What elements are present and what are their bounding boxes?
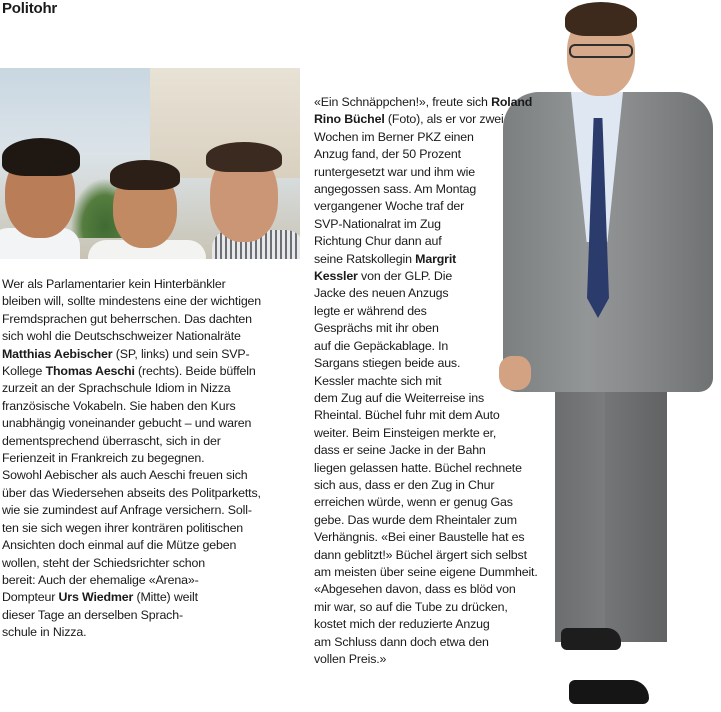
text-run: vollen Preis.»: [314, 652, 387, 666]
text-run: dieser Tage an derselben Sprach-: [2, 607, 183, 622]
person-name: Matthias Aebischer: [2, 346, 113, 361]
text-line: [314, 320, 538, 337]
text-line: [2, 363, 261, 380]
text-line: [314, 460, 538, 477]
text-run: Kessler machte sich mit: [314, 373, 442, 388]
text-line: [2, 433, 261, 450]
text-run: Wer als Parlamentarier kein Hinterbänkler: [2, 277, 226, 291]
text-run: von der GLP. Die: [357, 269, 453, 284]
text-line: [2, 415, 261, 432]
text-line: [314, 285, 538, 302]
text-line: [314, 581, 538, 598]
text-run: Anzug fand, der 50 Prozent: [314, 147, 461, 162]
text-run: wollen, steht der Schiedsrichter schon: [2, 555, 205, 570]
text-line: [314, 547, 538, 564]
text-line: [2, 502, 261, 519]
text-run: mir war, so auf die Tube zu drücken,: [314, 599, 508, 614]
text-line: [314, 651, 538, 668]
text-run: Dompteur: [2, 590, 59, 605]
text-run: (Foto), als er vor zwei: [384, 112, 504, 127]
text-run: ten sie sich wegen ihrer konträren politischen: [2, 520, 244, 535]
text-line: [314, 338, 538, 355]
text-run: seine Ratskollegin: [314, 251, 416, 266]
text-run: am meisten über seine eigene Dummheit.: [314, 564, 538, 579]
text-run: schule in Nizza.: [2, 625, 87, 640]
text-run: sich aus, dass er den Zug in Chur: [314, 477, 495, 492]
text-run: bereit: Auch der ehemalige «Arena»-: [2, 572, 199, 587]
text-line: [2, 276, 261, 293]
shoe-left: [561, 628, 621, 650]
person-name: Roland: [491, 95, 533, 109]
text-line: [314, 512, 538, 529]
shoe-right: [569, 680, 649, 704]
text-run: angegossen sass. Am Montag: [314, 182, 477, 197]
article-left-column: [2, 276, 261, 642]
text-line: [314, 564, 538, 581]
text-run: (rechts). Beide büffeln: [134, 364, 256, 379]
text-run: dementsprechend überrascht, sich in der: [2, 433, 221, 448]
text-run: Rheintal. Büchel fuhr mit dem Auto: [314, 408, 500, 423]
text-run: SVP-Nationalrat im Zug: [314, 216, 441, 231]
text-run: Ansichten doch einmal auf die Mütze geben: [2, 538, 237, 553]
text-line: [314, 303, 538, 320]
text-run: auf die Gepäckablage. In: [314, 338, 449, 353]
text-run: am Schluss dann doch etwa den: [314, 634, 489, 649]
text-run: unabhängig voneinander gebucht – und waren: [2, 416, 252, 431]
text-run: legte er während des: [314, 303, 427, 318]
text-line: [314, 442, 538, 459]
text-run: Sargans stiegen beide aus.: [314, 356, 461, 371]
text-line: [2, 624, 261, 641]
text-run: Kollege: [2, 364, 46, 379]
text-run: «Ein Schnäppchen!», freute sich: [314, 95, 492, 109]
text-run: wie sie zumindest auf Anfrage versichern. Soll-: [2, 503, 252, 518]
text-line: [2, 293, 261, 310]
text-run: zurzeit an der Sprachschule Idiom in Nizza: [2, 381, 231, 396]
text-run: vergangener Woche traf der: [314, 199, 465, 214]
text-run: dem Zug auf die Weiterreise ins: [314, 390, 485, 405]
text-run: Gesprächs mit ihr oben: [314, 321, 439, 336]
text-line: [314, 129, 538, 146]
text-run: Verhängnis. «Bei einer Baustelle hat es: [314, 530, 525, 545]
text-run: runtergesetzt war und ihm wie: [314, 164, 475, 179]
text-run: französische Vokabeln. Sie haben den Kurs: [2, 398, 236, 413]
text-line: [2, 346, 261, 363]
text-line: [314, 181, 538, 198]
text-line: [314, 251, 538, 268]
text-line: [314, 390, 538, 407]
text-line: [314, 164, 538, 181]
group-photo: [0, 68, 300, 259]
text-line: [314, 198, 538, 215]
text-line: [2, 555, 261, 572]
text-run: Sowohl Aebischer als auch Aeschi freuen sich: [2, 468, 248, 483]
text-line: [314, 616, 538, 633]
text-line: [314, 373, 538, 390]
text-run: liegen gelassen hatte. Büchel rechnete: [314, 460, 522, 475]
text-line: [314, 477, 538, 494]
text-run: dass er seine Jacke in der Bahn: [314, 443, 486, 458]
text-run: kostet mich der reduzierte Anzug: [314, 617, 490, 632]
text-line: [2, 485, 261, 502]
text-line: [2, 380, 261, 397]
text-run: (SP, links) und sein SVP-: [112, 346, 250, 361]
person-name: Urs Wiedmer: [58, 590, 134, 605]
text-run: Ferienzeit in Frankreich zu begegnen.: [2, 451, 205, 466]
text-line: [2, 398, 261, 415]
text-line: [2, 450, 261, 467]
text-run: Richtung Chur dann auf: [314, 234, 442, 249]
text-line: [314, 268, 538, 285]
text-run: über das Wiedersehen abseits des Politparketts,: [2, 485, 261, 500]
text-line: [314, 111, 538, 128]
text-line: [314, 634, 538, 651]
text-line: [314, 216, 538, 233]
text-run: Wochen im Berner PKZ einen: [314, 129, 474, 144]
text-run: «Abgesehen davon, dass es blöd von: [314, 582, 516, 597]
text-run: sich wohl die Deutschschweizer Nationalräte: [2, 329, 241, 344]
text-run: dann geblitzt!» Büchel ärgert sich selbst: [314, 547, 527, 562]
text-line: [2, 572, 261, 589]
text-line: [314, 355, 538, 372]
article-right-column: [314, 94, 538, 668]
text-line: [2, 607, 261, 624]
person-name: Thomas Aeschi: [45, 364, 135, 379]
text-run: bleiben will, sollte mindestens eine der wichtigen: [2, 294, 262, 309]
person-name: Kessler: [314, 269, 358, 284]
text-run: (Mitte) weilt: [133, 590, 198, 605]
text-line: [314, 233, 538, 250]
text-line: [2, 467, 261, 484]
text-run: erreichen würde, wenn er genug Gas: [314, 495, 513, 510]
section-title: Politohr: [2, 0, 58, 17]
person-name: Rino Büchel: [314, 112, 385, 127]
text-run: Jacke des neuen Anzugs: [314, 286, 449, 301]
text-line: [2, 537, 261, 554]
text-line: [2, 311, 261, 328]
text-run: Fremdsprachen gut beherrschen. Das dachten: [2, 311, 252, 326]
text-line: [2, 328, 261, 345]
text-run: gebe. Das wurde dem Rheintaler zum: [314, 512, 517, 527]
text-run: weiter. Beim Einsteigen merkte er,: [314, 425, 497, 440]
glasses-icon: [569, 44, 633, 58]
text-line: [314, 425, 538, 442]
person-name: Margrit: [415, 251, 457, 266]
text-line: [314, 146, 538, 163]
text-line: [2, 520, 261, 537]
text-line: [2, 589, 261, 606]
text-line: [314, 94, 538, 111]
text-line: [314, 529, 538, 546]
text-line: [314, 407, 538, 424]
text-line: [314, 599, 538, 616]
text-line: [314, 494, 538, 511]
